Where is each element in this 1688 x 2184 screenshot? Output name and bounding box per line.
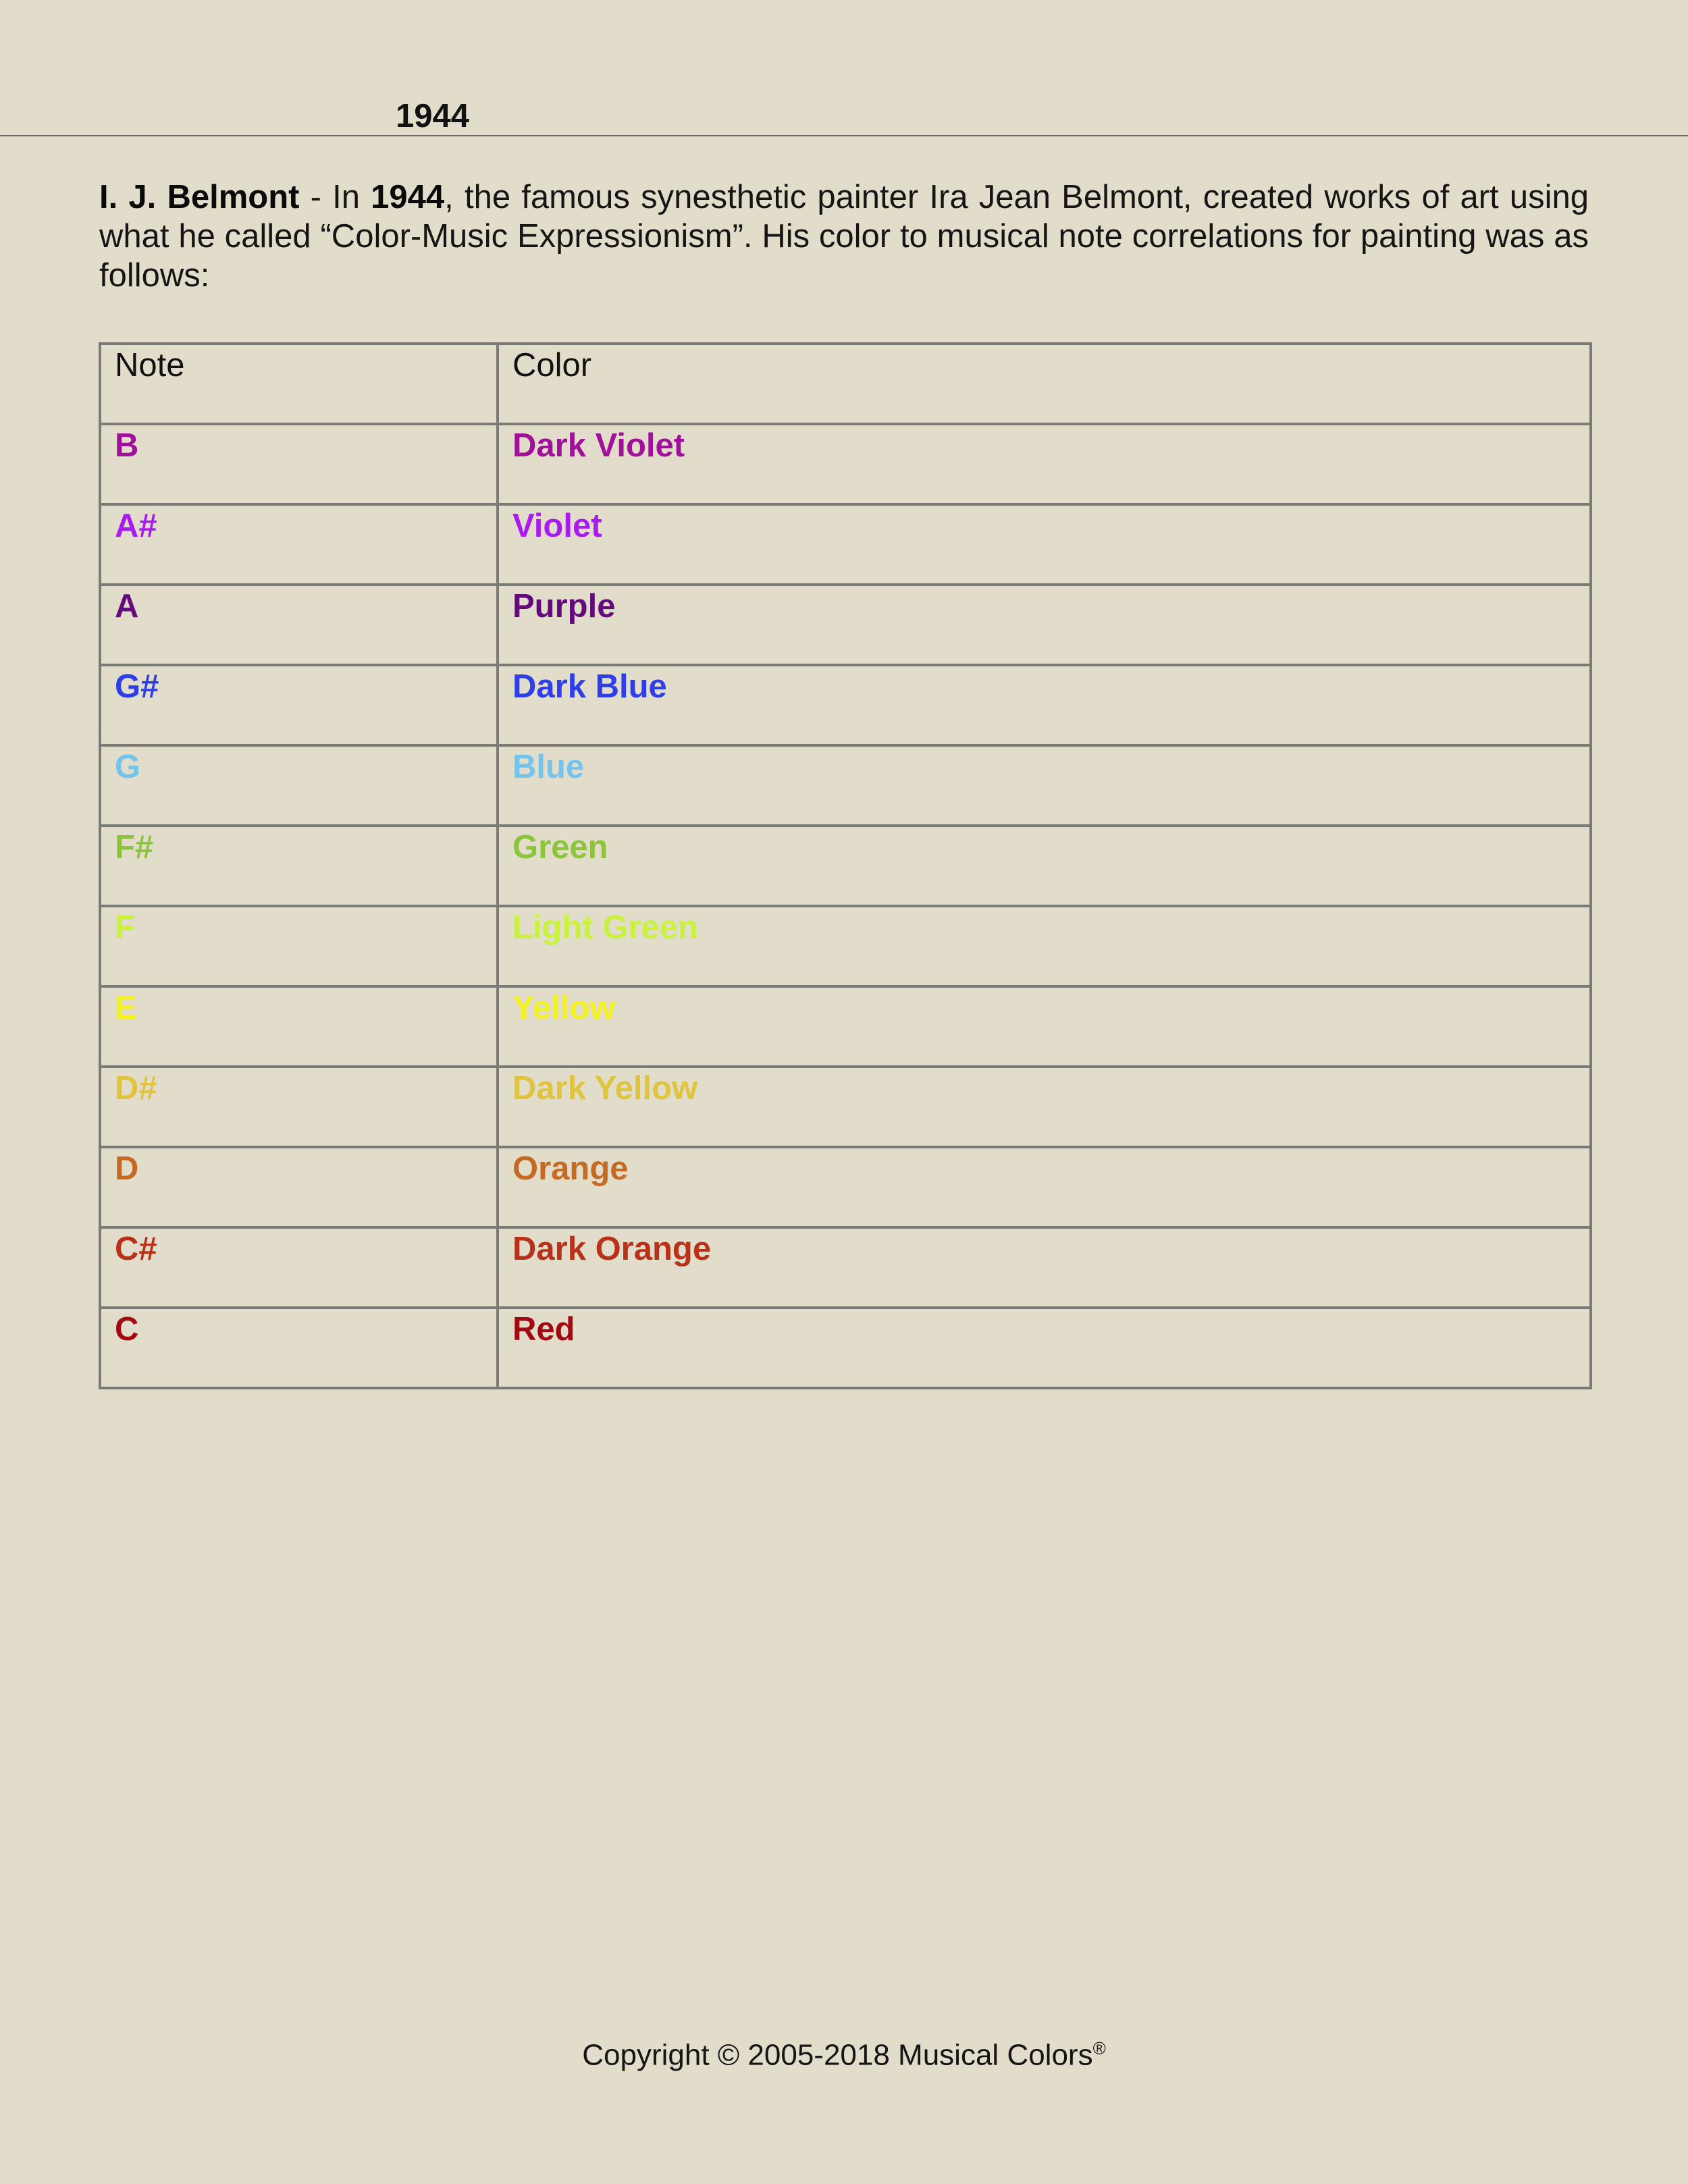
color-cell: Green <box>498 826 1591 906</box>
table-row <box>100 504 1591 585</box>
color-cell: Light Green <box>498 906 1591 986</box>
note-cell: F <box>100 906 498 986</box>
table-row <box>100 986 1591 1067</box>
note-cell: G <box>100 745 498 826</box>
header-divider <box>0 135 1688 136</box>
intro-text-part2: , the famous synesthetic painter Ira Jean Belmont, created works of art using what he called “Color-Music Expressionism”. His color to musical note correlations for painting was as follows: <box>99 179 1589 294</box>
table-row <box>100 1147 1591 1227</box>
note-color-table <box>99 342 1592 1389</box>
note-cell: B <box>100 424 498 504</box>
table-row <box>100 826 1591 906</box>
table-row <box>100 585 1591 665</box>
registered-mark: ® <box>1092 2038 1106 2058</box>
table-row <box>100 1227 1591 1308</box>
color-column-header: Color <box>498 344 1591 424</box>
color-cell: Blue <box>498 745 1591 826</box>
note-cell: G# <box>100 665 498 745</box>
page-year-heading: 1944 <box>396 98 470 134</box>
note-column-header: Note <box>100 344 498 424</box>
copyright-text: Copyright © 2005-2018 Musical Colors <box>582 2038 1093 2072</box>
note-cell: D <box>100 1147 498 1227</box>
color-cell: Dark Blue <box>498 665 1591 745</box>
table-header-row <box>100 344 1591 424</box>
note-cell: C# <box>100 1227 498 1308</box>
note-cell: C <box>100 1308 498 1388</box>
intro-text-part1: - In <box>299 179 371 215</box>
color-cell: Violet <box>498 504 1591 585</box>
color-cell: Red <box>498 1308 1591 1388</box>
painter-name: I. J. Belmont <box>99 179 300 215</box>
color-cell: Purple <box>498 585 1591 665</box>
color-cell: Dark Yellow <box>498 1067 1591 1147</box>
note-cell: E <box>100 986 498 1067</box>
color-cell: Dark Orange <box>498 1227 1591 1308</box>
intro-paragraph <box>99 178 1589 295</box>
table-row <box>100 906 1591 986</box>
table-row <box>100 1308 1591 1388</box>
color-cell: Dark Violet <box>498 424 1591 504</box>
table-row <box>100 1067 1591 1147</box>
note-cell: A# <box>100 504 498 585</box>
note-cell: A <box>100 585 498 665</box>
intro-year: 1944 <box>371 179 445 215</box>
color-cell: Yellow <box>498 986 1591 1067</box>
table-row <box>100 665 1591 745</box>
note-cell: D# <box>100 1067 498 1147</box>
copyright-footer <box>0 2029 1688 2075</box>
table-row <box>100 745 1591 826</box>
note-cell: F# <box>100 826 498 906</box>
table-row <box>100 424 1591 504</box>
color-cell: Orange <box>498 1147 1591 1227</box>
